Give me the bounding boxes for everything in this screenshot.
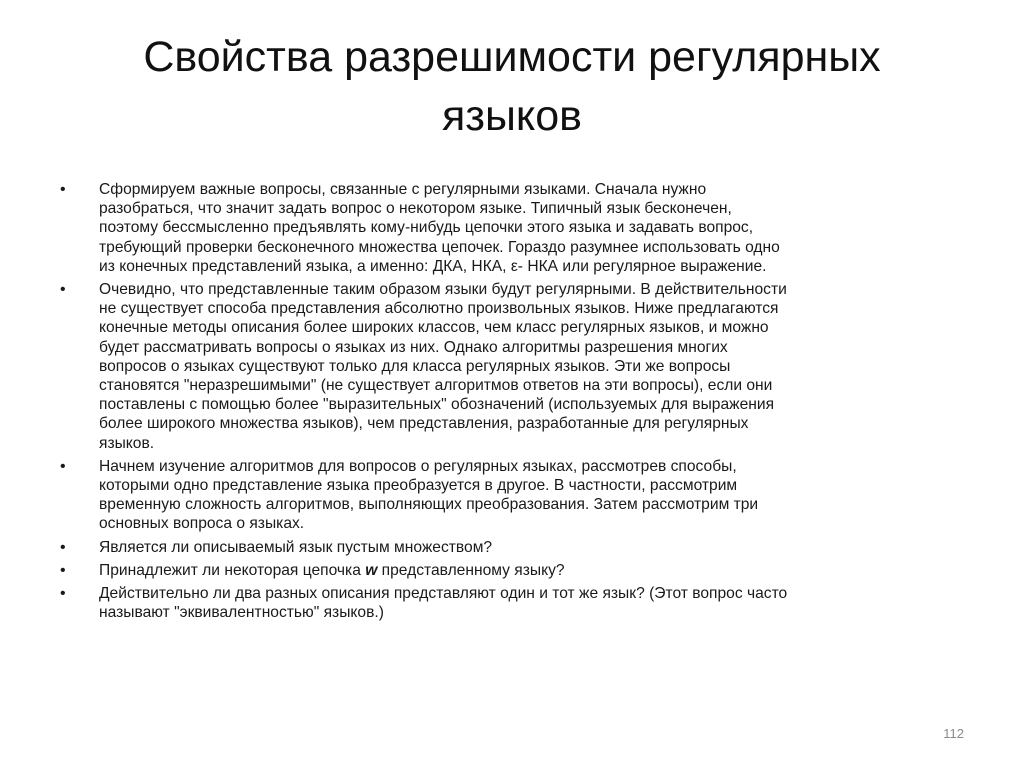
bullet-item [60, 280, 965, 453]
text-line: более широкого множества языков), чем представления, разработанные для регулярных [99, 415, 749, 433]
bullet-item [60, 561, 965, 580]
text-line: вопросов о языках существуют только для класса регулярных языков. Эти же вопросы [99, 357, 731, 375]
bullet-text [99, 584, 965, 622]
bullet-text [99, 457, 965, 534]
text-line: Сформируем важные вопросы, связанные с регулярными языками. Сначала нужно [99, 181, 707, 198]
emphasized-variable: w [365, 561, 378, 579]
text-fragment: представленному языку? [377, 561, 565, 579]
bullet-marker: • [60, 561, 66, 579]
bullet-marker: • [60, 281, 66, 299]
text-line: Очевидно, что представленные таким образом языки будут регулярными. В действительности [99, 281, 787, 299]
text-line: которыми одно представление языка преобразуется в другое. В частности, рассмотрим [99, 477, 738, 495]
bullet-text [99, 280, 965, 453]
text-line: Действительно ли два разных описания представляют один и тот же язык? (Этот вопрос часто [99, 585, 788, 603]
text-line: поставлены с помощью более "выразительных" обозначений (используемых для выражения [99, 396, 775, 414]
text-line: Является ли описываемый язык пустым множеством? [99, 538, 493, 556]
text-line: конечные методы описания более широких классов, чем класс регулярных языков, и можно [99, 319, 769, 337]
page-number: 112 [943, 726, 964, 741]
slide-title-line: языков [442, 92, 582, 140]
text-line: разобраться, что значит задать вопрос о некотором языке. Типичный язык бесконечен, [99, 200, 732, 218]
bullet-text [99, 180, 965, 276]
text-line: требующий проверки бесконечного множества цепочек. Гораздо разумнее использовать одно [99, 238, 780, 256]
text-line: называют "эквивалентностью" языков.) [99, 604, 384, 622]
bullet-item [60, 457, 965, 534]
text-line: Начнем изучение алгоритмов для вопросов о регулярных языках, рассмотрев способы, [99, 457, 737, 475]
bullet-list [60, 180, 965, 626]
bullet-marker: • [60, 457, 66, 475]
bullet-marker: • [60, 538, 66, 556]
slide-title [60, 28, 964, 146]
text-line: не существует способа представления абсолютно произвольных языков. Ниже предлагаются [99, 300, 779, 318]
text-line: из конечных представлений языка, а именно: ДКА, НКА, ε- НКА или регулярное выражение. [99, 257, 767, 275]
text-line [99, 561, 965, 580]
text-fragment: Принадлежит ли некоторая цепочка [99, 561, 366, 579]
bullet-item [60, 538, 965, 557]
bullet-marker: • [60, 181, 66, 198]
bullet-item [60, 584, 965, 622]
text-line: будет рассматривать вопросы о языках из них. Однако алгоритмы разрешения многих [99, 338, 728, 356]
bullet-item [60, 180, 965, 276]
text-line: становятся "неразрешимыми" (не существует алгоритмов ответов на эти вопросы), если они [99, 377, 773, 395]
bullet-text [99, 561, 965, 580]
text-line: языков. [99, 434, 155, 452]
bullet-marker: • [60, 585, 66, 603]
text-line: основных вопроса о языках. [99, 515, 305, 533]
text-line: временную сложность алгоритмов, выполняющих преобразования. Затем рассмотрим три [99, 496, 759, 514]
slide-title-line: Свойства разрешимости регулярных [143, 33, 881, 81]
bullet-text [99, 538, 965, 557]
text-line: поэтому бессмысленно предъявлять кому-нибудь цепочки этого языка и задавать вопрос, [99, 219, 754, 237]
